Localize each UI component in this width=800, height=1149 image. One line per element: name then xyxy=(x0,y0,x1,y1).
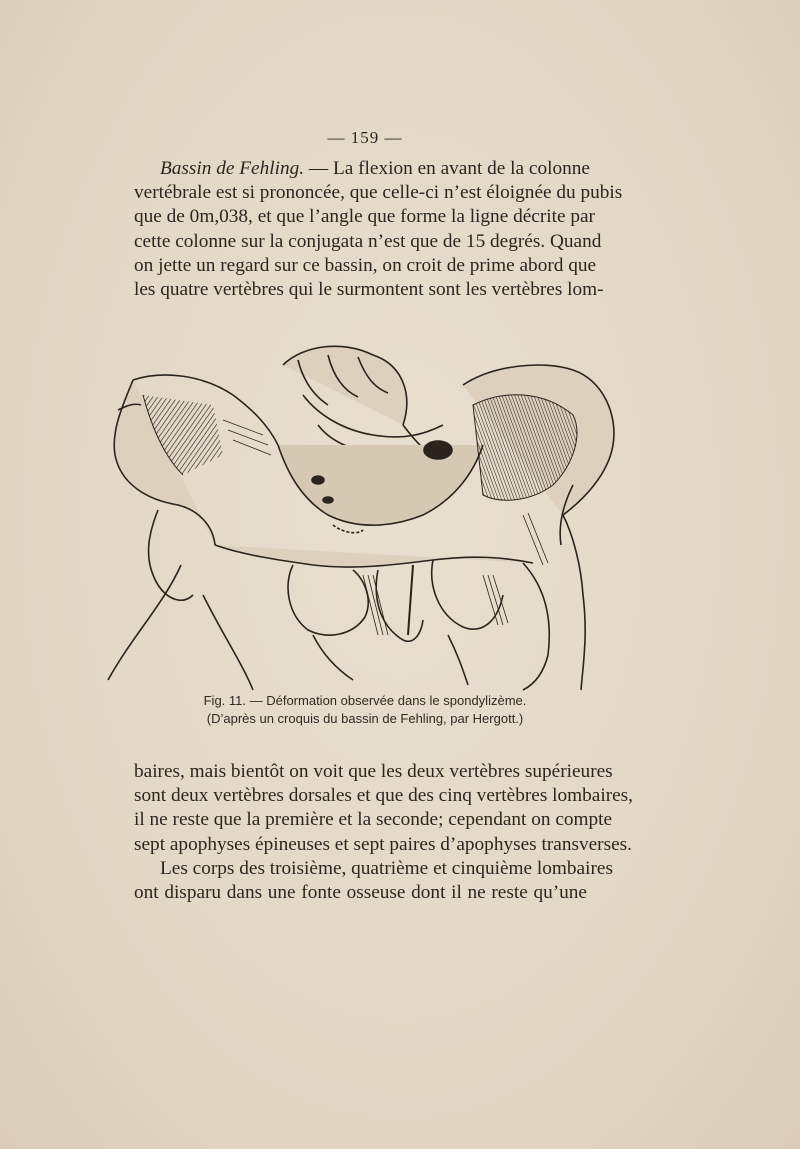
text-line: que de 0m,038, et que l’angle que forme la ligne décrite par xyxy=(134,206,595,228)
text-line: Les corps des troisième, quatrième et cinquième lombaires xyxy=(160,857,613,879)
paragraph-fehling xyxy=(134,157,623,302)
text-line: sept apophyses épineuses et sept paires d’apophyses transverses. xyxy=(134,833,632,855)
pelvis-illustration xyxy=(103,335,621,695)
text-line: les quatre vertèbres qui le surmontent sont les vertèbres lom- xyxy=(134,279,604,301)
text-line: sont deux vertèbres dorsales et que des cinq vertèbres lombaires, xyxy=(134,785,634,807)
page-number: — 159 — xyxy=(327,128,403,147)
text-line: Bassin de Fehling. — La flexion en avant de la colonne xyxy=(160,158,590,179)
figure-caption: Fig. 11. — Déformation observée dans le spondylizème. xyxy=(203,693,527,708)
text-line: cette colonne sur la conjugata n’est que de 15 degrés. Quand xyxy=(134,230,602,252)
text-line: vertébrale est si prononcée, que celle-ci n’est éloignée du pubis xyxy=(134,182,623,204)
paragraph-vertebrae xyxy=(134,760,634,905)
italic-lead: Bassin de Fehling. xyxy=(160,158,305,179)
pelvis-engraving xyxy=(103,335,621,695)
text-line: il ne reste que la première et la seconde; cependant on compte xyxy=(134,809,613,831)
text-line: ont disparu dans une fonte osseuse dont il ne reste qu’une xyxy=(134,882,587,904)
figure-caption-source: (D’après un croquis du bassin de Fehling, par Hergott.) xyxy=(206,711,524,726)
text-line: baires, mais bientôt on voit que les deux vertèbres supérieures xyxy=(134,761,613,782)
text-line: on jette un regard sur ce bassin, on croit de prime abord que xyxy=(134,254,597,276)
